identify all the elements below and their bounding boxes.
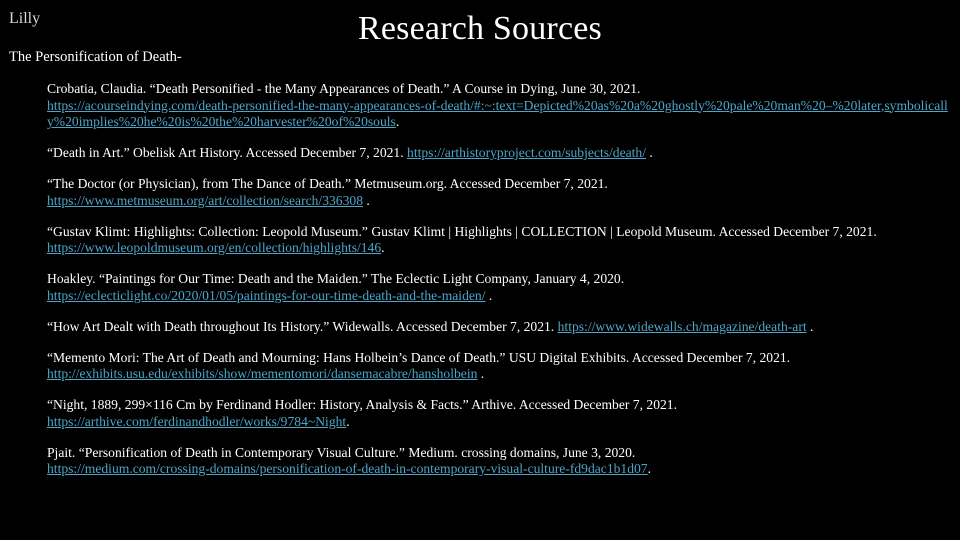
reference-tail: . [477, 366, 485, 381]
reference-citation: “Gustav Klimt: Highlights: Collection: Leopold Museum.” Gustav Klimt | Highlights | COLLECTION | Leopold Museum. Accessed December 7, 2021. [47, 223, 877, 239]
reference-item [47, 176, 952, 209]
reference-item [47, 350, 952, 383]
reference-tail: . [806, 318, 814, 334]
reference-citation: “Death in Art.” Obelisk Art History. Accessed December 7, 2021. [47, 145, 404, 160]
reference-citation: “How Art Dealt with Death throughout Its History.” Widewalls. Accessed December 7, 2021. [47, 318, 555, 334]
reference-citation: Hoakley. “Paintings for Our Time: Death and the Maiden.” The Eclectic Light Company, January 4, 2020. [47, 271, 625, 286]
reference-link[interactable]: https://www.leopoldmuseum.org/en/collection/highlights/146 [47, 240, 382, 255]
reference-item [47, 145, 952, 162]
reference-link[interactable]: https://medium.com/crossing-domains/personification-of-death-in-contemporary-visual-culture-fd9dac1b1d07 [47, 461, 648, 476]
reference-tail: . [485, 287, 493, 303]
section-heading: The Personification of Death- [9, 49, 182, 65]
reference-link[interactable]: https://arthive.com/ferdinandhodler/works/9784~Night [47, 413, 347, 429]
reference-citation: “The Doctor (or Physician), from The Dance of Death.” Metmuseum.org. Accessed December 7, 2021. [47, 176, 608, 191]
reference-tail: . [346, 413, 350, 429]
reference-citation: “Memento Mori: The Art of Death and Mourning: Hans Holbein’s Dance of Death.” USU Digital Exhibits. Accessed December 7, 2021. [47, 349, 791, 365]
reference-tail: . [363, 192, 370, 208]
reference-citation: Crobatia, Claudia. “Death Personified - the Many Appearances of Death.” A Course in Dying, June 30, 2021. [47, 81, 641, 96]
reference-item [47, 81, 952, 131]
reference-link[interactable]: https://eclecticlight.co/2020/01/05/paintings-for-our-time-death-and-the-maiden/ [47, 287, 486, 303]
reference-link[interactable]: https://arthistoryproject.com/subjects/death/ [407, 145, 647, 160]
reference-link[interactable]: https://acourseindying.com/death-personified-the-many-appearances-of-death/#:~:text=Depicted%20as%20a%20ghostly%20pale%20man%20–%20later,symbolically%20implies%20he%20is%20the%20harvester%20of%20souls [47, 97, 948, 129]
reference-item [47, 397, 952, 430]
reference-item [47, 271, 952, 304]
reference-link[interactable]: http://exhibits.usu.edu/exhibits/show/mementomori/dansemacabre/hansholbein [47, 366, 478, 381]
reference-item [47, 224, 952, 257]
reference-tail: . [647, 461, 652, 476]
author-name: Lilly [9, 10, 41, 27]
reference-item [47, 319, 952, 336]
reference-item [47, 445, 952, 478]
reference-citation: “Night, 1889, 299×116 Cm by Ferdinand Hodler: History, Analysis & Facts.” Arthive. Accessed December 7, 2021. [47, 397, 677, 412]
reference-list [47, 81, 952, 492]
reference-tail: . [395, 114, 400, 129]
reference-tail: . [381, 240, 385, 255]
reference-citation: Pjait. “Personification of Death in Contemporary Visual Culture.” Medium. crossing domains, June 3, 2020. [47, 444, 636, 460]
reference-link[interactable]: https://www.widewalls.ch/magazine/death-art [557, 318, 807, 334]
page-title: Research Sources [358, 10, 602, 47]
reference-tail: . [646, 145, 653, 160]
reference-link[interactable]: https://www.metmuseum.org/art/collection/search/336308 [47, 192, 363, 208]
